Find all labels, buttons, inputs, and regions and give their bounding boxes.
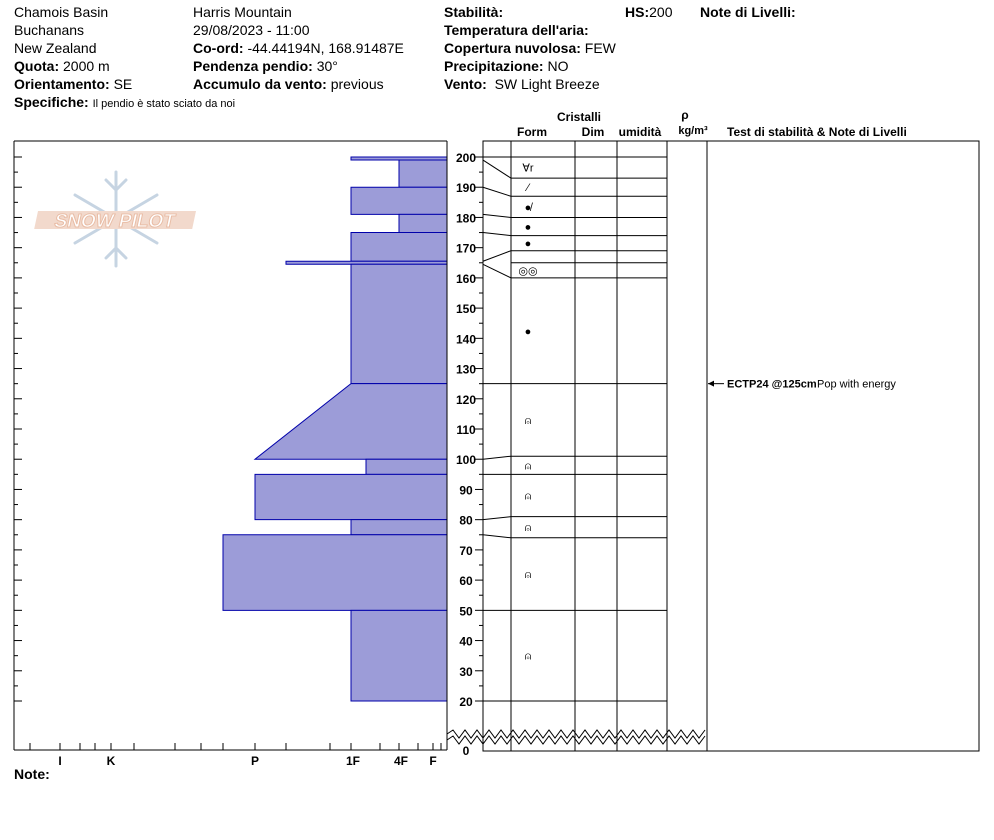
- slope-value: 30°: [316, 58, 338, 74]
- wind-load-value: previous: [330, 76, 384, 92]
- height-tick-label-150: 150: [455, 302, 477, 317]
- grain-symbol-5: ◎◎: [518, 265, 538, 278]
- region-name: Buchanans: [14, 22, 85, 38]
- connector-line-10: [483, 517, 511, 520]
- grain-symbol-4: ●: [524, 238, 532, 251]
- elevation-value: 2000 m: [63, 58, 110, 74]
- hardness-layer-3: [399, 214, 447, 232]
- hardness-label-K: K: [106, 754, 116, 768]
- axis-break-lower: [447, 736, 705, 744]
- grain-symbol-12: ⍝: [524, 650, 532, 663]
- height-tick-label-120: 120: [455, 392, 477, 407]
- wind-label: Vento:: [444, 76, 487, 92]
- stability-label: Stabilità:: [444, 4, 504, 20]
- hardness-label-F: F: [429, 754, 437, 768]
- height-tick-label-90: 90: [459, 483, 473, 498]
- hardness-layer-10: [351, 520, 447, 535]
- grain-symbol-10: ⍝: [524, 522, 532, 535]
- cloud-label: Copertura nuvolosa:: [444, 40, 581, 56]
- grain-symbol-7: ⍝: [524, 414, 532, 427]
- dim-header: Dim: [581, 125, 605, 139]
- coord-label: Co-ord:: [193, 40, 244, 56]
- hs-value: 200: [649, 4, 673, 20]
- specifics-label: Specifiche:: [14, 94, 89, 110]
- hardness-layer-2: [351, 187, 447, 214]
- air-temp-label: Temperatura dell'aria:: [444, 22, 589, 38]
- location-name: Chamois Basin: [14, 4, 109, 20]
- coord-value: -44.44194N, 168.91487E: [247, 40, 404, 56]
- axis-break-upper: [447, 730, 705, 738]
- hardness-axis: [30, 743, 441, 768]
- height-tick-label-80: 80: [459, 513, 473, 528]
- humidity-header: umidità: [618, 125, 662, 139]
- wind-load-label: Accumulo da vento:: [193, 76, 327, 92]
- height-tick-label-0: 0: [462, 744, 470, 758]
- elevation-label: Quota:: [14, 58, 60, 74]
- grain-symbol-2: ●̸: [524, 201, 532, 214]
- hardness-label-4F: 4F: [393, 754, 409, 768]
- crystal-table-frame: [483, 141, 979, 751]
- connector-line-11: [483, 535, 511, 538]
- connector-line-6: [483, 264, 511, 278]
- test-arrow-icon-0: [708, 381, 714, 387]
- slope-label: Pendenza pendio:: [193, 58, 313, 74]
- height-tick-label-170: 170: [455, 241, 477, 256]
- height-tick-label-180: 180: [455, 211, 477, 226]
- grain-symbol-0: ∀r: [522, 162, 534, 175]
- aspect-label: Orientamento:: [14, 76, 110, 92]
- hardness-layer-7: [255, 384, 447, 460]
- height-tick-label-20: 20: [459, 695, 473, 709]
- layer-notes-label: Note di Livelli:: [700, 4, 796, 20]
- connector-line-4: [483, 233, 511, 236]
- height-tick-label-130: 130: [455, 362, 477, 377]
- test-label-0: ECTP24 @125cm: [727, 378, 817, 391]
- height-tick-label-60: 60: [459, 574, 473, 589]
- hardness-profile: [223, 157, 447, 701]
- height-tick-label-200: 200: [455, 151, 477, 165]
- grain-symbol-6: ●: [524, 325, 532, 338]
- grain-symbols: [518, 163, 537, 663]
- grain-symbol-3: ●: [524, 221, 532, 234]
- height-tick-label-190: 190: [455, 181, 477, 196]
- height-tick-label-110: 110: [456, 423, 476, 437]
- connector-line-3: [483, 214, 511, 217]
- tests-header: Test di stabilità & Note di Livelli: [727, 125, 907, 139]
- hardness-label-I: I: [58, 754, 62, 768]
- stability-tests: [708, 379, 896, 391]
- snowpilot-logo: [34, 172, 196, 266]
- density-unit-header: kg/m³: [678, 125, 708, 137]
- note-label: Note:: [14, 766, 50, 782]
- precip-value: NO: [547, 58, 569, 74]
- height-tick-label-100: 100: [455, 453, 477, 468]
- hardness-layer-12: [351, 610, 447, 701]
- height-tick-label-50: 50: [459, 604, 473, 619]
- height-tick-label-30: 30: [459, 664, 473, 679]
- hardness-layer-9: [255, 474, 447, 519]
- connector-line-1: [483, 160, 511, 178]
- grain-symbol-11: ⍝: [524, 569, 532, 582]
- grain-symbol-9: ⍝: [524, 490, 532, 503]
- hs-label: HS:: [625, 4, 650, 20]
- hardness-layer-11: [223, 535, 447, 611]
- height-tick-label-40: 40: [459, 634, 473, 649]
- observation-datetime: 29/08/2023 - 11:00: [193, 22, 310, 38]
- aspect-value: SE: [113, 76, 133, 92]
- logo-text: SNOW PILOT: [52, 211, 178, 232]
- connector-line-5: [483, 251, 511, 262]
- crystals-header: Cristalli: [556, 110, 602, 124]
- wind-value: SW Light Breeze: [494, 76, 600, 92]
- form-header: Form: [517, 125, 547, 139]
- height-tick-label-160: 160: [455, 271, 477, 286]
- country-name: New Zealand: [14, 40, 97, 56]
- hardness-layer-8: [366, 459, 447, 474]
- precip-label: Precipitazione:: [444, 58, 544, 74]
- grain-symbol-1: ⁄: [527, 182, 529, 195]
- test-note-0: Pop with energy: [817, 378, 896, 391]
- rho-header: ρ: [681, 108, 689, 122]
- connector-line-8: [483, 456, 511, 459]
- hardness-layer-6: [351, 264, 447, 383]
- hardness-layer-1: [399, 160, 447, 187]
- cloud-value: FEW: [584, 40, 616, 56]
- hardness-label-P: P: [250, 754, 260, 768]
- chart-frames: [14, 141, 979, 751]
- grain-symbol-8: ⍝: [524, 460, 532, 473]
- connector-line-2: [483, 187, 511, 196]
- hardness-label-1F: 1F: [345, 754, 361, 768]
- mountain-name: Harris Mountain: [193, 4, 292, 20]
- height-tick-label-140: 140: [455, 332, 477, 347]
- specifics-value: Il pendio è stato sciato da noi: [92, 98, 236, 110]
- hardness-layer-4: [351, 233, 447, 262]
- height-tick-label-70: 70: [459, 543, 473, 558]
